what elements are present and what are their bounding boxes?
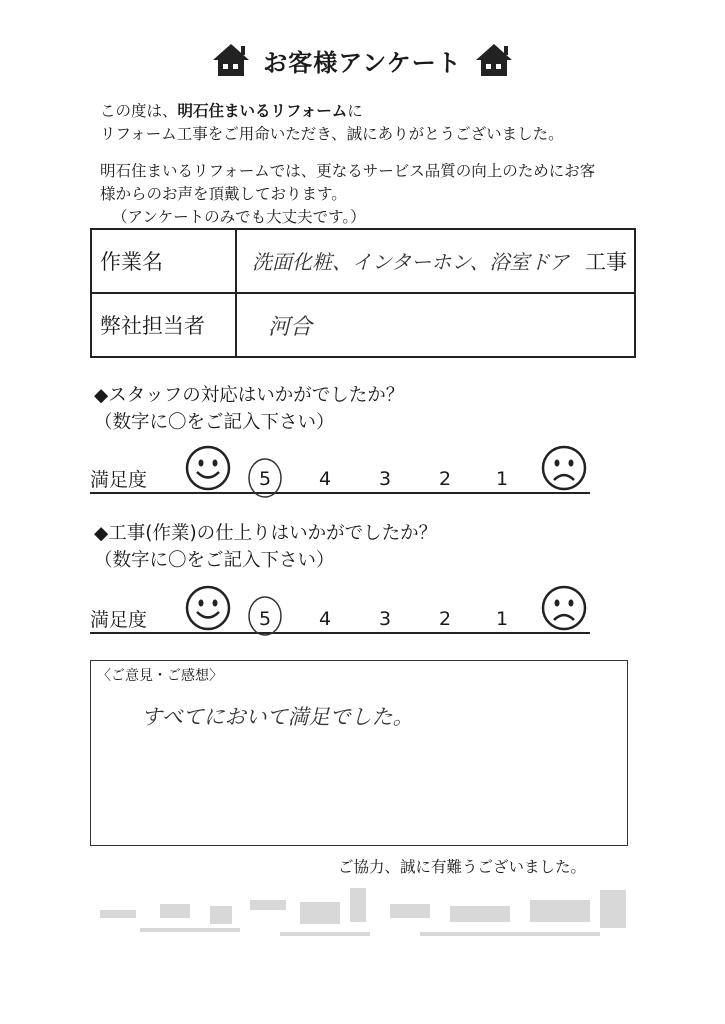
intro-line-2: リフォーム工事をご用命いただき、誠にありがとうございました。: [100, 125, 564, 143]
comment-text: すべてにおいて満足でした。: [141, 705, 414, 729]
thanks-text: ご協力、誠に有難うございました。: [338, 858, 587, 876]
rating-option-1[interactable]: 1: [495, 468, 509, 490]
question-2-instruction: （数字に〇をご記入下さい）: [94, 550, 335, 571]
work-value: 洗面化粧、インターホン、浴室ドア: [252, 250, 569, 274]
staff-label: 弊社担当者: [91, 293, 236, 357]
comment-title: 〈ご意見・ご感想〉: [97, 668, 223, 684]
staff-row: [91, 293, 635, 357]
rating-option-4[interactable]: 4: [318, 608, 332, 630]
intro-line-1: この度は、明石住まいるリフォームに: [100, 102, 363, 120]
sad-face-icon: [540, 584, 588, 632]
rating-label: 満足度: [90, 609, 148, 631]
info-table: [90, 228, 636, 358]
rating-option-5[interactable]: 5: [258, 468, 272, 490]
rating-option-2[interactable]: 2: [438, 608, 452, 630]
page-title: お客様アンケート: [263, 48, 462, 77]
work-row: [91, 229, 635, 293]
intro-line-3: 明石住まいるリフォームでは、更なるサービス品質の向上のためにお客: [100, 162, 596, 180]
work-label: 作業名: [91, 229, 236, 293]
question-1-instruction: （数字に〇をご記入下さい）: [94, 412, 335, 433]
question-1-text: ◆スタッフの対応はいかがでしたか？: [94, 385, 405, 406]
house-icon: [474, 40, 514, 80]
comment-box[interactable]: [90, 660, 628, 846]
staff-value: 河合: [268, 314, 313, 340]
rating-row-1: [90, 458, 590, 498]
rating-option-2[interactable]: 2: [438, 468, 452, 490]
house-icon: [211, 40, 251, 80]
work-suffix: 工事: [585, 250, 627, 274]
intro-line-5: （アンケートのみでも大丈夫です。）: [112, 208, 366, 226]
intro-line-4: 様からのお声を頂戴しております。: [100, 185, 347, 203]
rating-option-5[interactable]: 5: [258, 608, 272, 630]
rating-option-1[interactable]: 1: [495, 608, 509, 630]
rating-option-4[interactable]: 4: [318, 468, 332, 490]
rating-row-2: [90, 598, 590, 638]
company-name: 明石住まいるリフォーム: [177, 102, 348, 120]
header: [0, 40, 725, 80]
staff-cell[interactable]: [236, 293, 635, 357]
question-2-text: ◆工事(作業)の仕上りはいかがでしたか？: [94, 523, 438, 544]
footer-decoration: [100, 876, 628, 946]
sad-face-icon: [540, 444, 588, 492]
rating-label: 満足度: [90, 469, 148, 491]
rating-option-3[interactable]: 3: [378, 608, 392, 630]
smile-face-icon: [184, 444, 232, 492]
work-cell[interactable]: [236, 229, 635, 293]
rating-option-3[interactable]: 3: [378, 468, 392, 490]
smile-face-icon: [184, 584, 232, 632]
